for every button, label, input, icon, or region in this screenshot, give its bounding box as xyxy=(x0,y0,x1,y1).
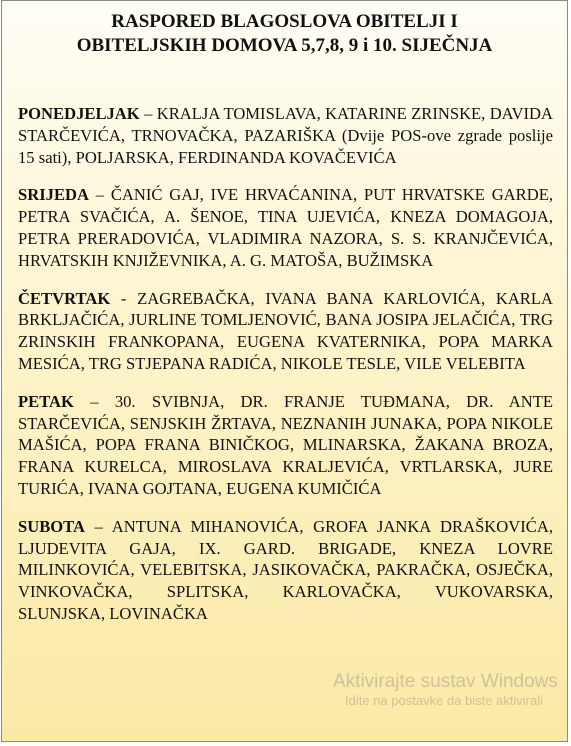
schedule-section-wednesday xyxy=(18,184,553,271)
street-list: – ANTUNA MIHANOVIĆA, GROFA JANKA DRAŠKOVIĆA, LJUDEVITA GAJA, IX. GARD. BRIGADE, KNEZA LOVRE MILINKOVIĆA, VELEBITSKA, JASIKOVAČKA, PAKRAČKA, OSJEČKA, VINKOVAČKA, SPLITSKA, KARLOVAČKA, VUKOVARSKA, SLUNJSKA, LOVINAČKA xyxy=(18,516,553,623)
schedule-notice xyxy=(1,0,568,742)
title-line-2: OBITELJSKIH DOMOVA 5,7,8, 9 i 10. SIJEČNJA xyxy=(76,35,493,56)
schedule-section-thursday xyxy=(18,288,553,375)
watermark-line-2: Idite na postavke da biste aktivirali xyxy=(345,693,543,708)
day-label: PONEDJELJAK xyxy=(18,104,140,123)
street-list: - ZAGREBAČKA, IVANA BANA KARLOVIĆA, KARLA BRKLJAČIĆA, JURLINE TOMLJENOVIĆ, BANA JOSIPA JELAČIĆA, TRG ZRINSKIH FRANKOPANA, EUGENA KVATERNIKA, POPA MARKA MESIĆA, TRG STJEPANA RADIĆA, NIKOLE TESLE, VILE VELEBITA xyxy=(18,288,553,373)
street-list: – 30. SVIBNJA, DR. FRANJE TUĐMANA, DR. ANTE STARČEVIĆA, SENJSKIH ŽRTAVA, NEZNANIH JUNAKA, POPA NIKOLE MAŠIĆA, POPA FRANA BINIČKOG, MLINARSKA, ŽAKANA BROZA, FRANA KURELCA, MIROSLAVA KRALJEVIĆA, VRTLARSKA, JURE TURIĆA, IVANA GOJTANA, EUGENA KUMIČIĆA xyxy=(18,391,553,498)
watermark-line-1: Aktivirajte sustav Windows xyxy=(333,671,558,692)
schedule-section-saturday xyxy=(18,516,553,625)
day-label: ČETVRTAK xyxy=(18,288,111,308)
street-list: – ČANIĆ GAJ, IVE HRVAĆANINA, PUT HRVATSKE GARDE, PETRA SVAČIĆA, A. ŠENOE, TINA UJEVIĆA, KNEZA DOMAGOJA, PETRA PRERADOVIĆA, VLADIMIRA NAZORA, S. S. KRANJČEVIĆA, HRVATSKIH KNJIŽEVNIKA, A. G. MATOŠA, BUŽIMSKA xyxy=(18,185,553,270)
title-line-1: RASPORED BLAGOSLOVA OBITELJI I xyxy=(111,11,458,32)
day-label: SUBOTA xyxy=(18,516,86,536)
windows-activation-watermark xyxy=(333,671,568,709)
day-label: SRIJEDA xyxy=(18,185,90,205)
day-label: PETAK xyxy=(18,391,74,411)
notice-title xyxy=(2,10,567,58)
street-list: – KRALJA TOMISLAVA, KATARINE ZRINSKE, DAVIDA STARČEVIĆA, TRNOVAČKA, PAZARIŠKA (Dvije POS-ove zgrade poslije 15 sati), POLJARSKA, FERDINANDA KOVAČEVIĆA xyxy=(18,104,553,167)
schedule-section-friday xyxy=(18,391,553,500)
schedule-sections xyxy=(18,103,553,641)
schedule-section-monday xyxy=(18,103,553,168)
